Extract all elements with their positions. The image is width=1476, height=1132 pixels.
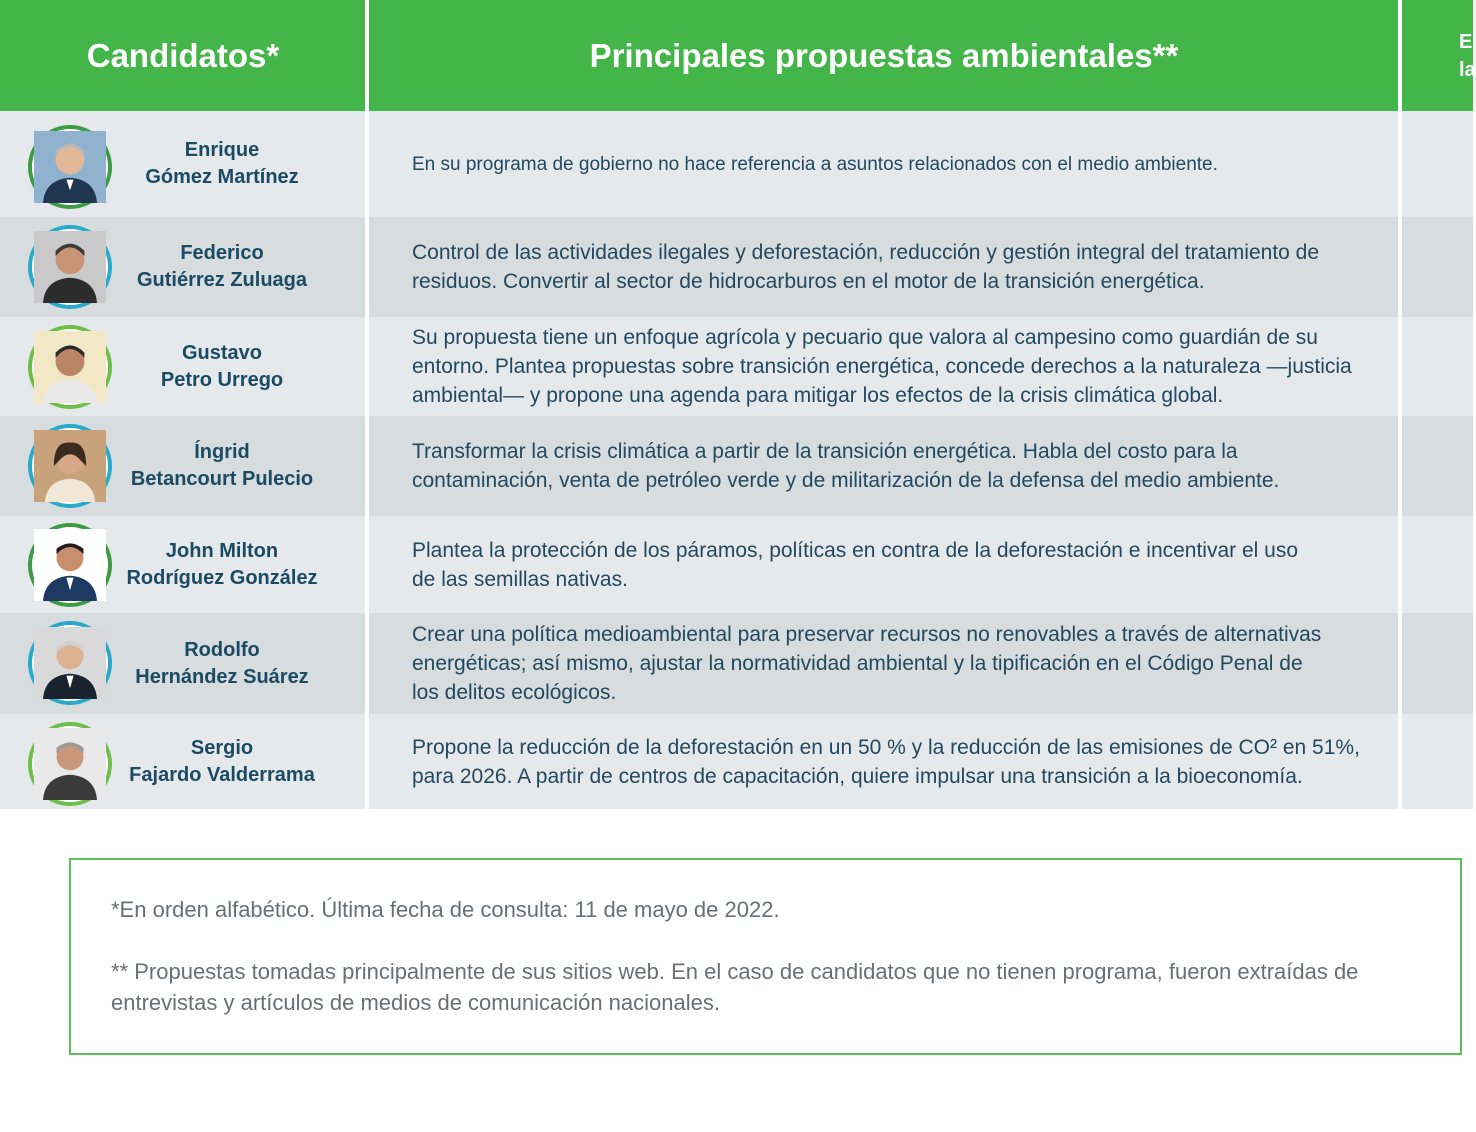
column-divider <box>1398 0 1402 810</box>
candidate-name <box>112 516 332 613</box>
candidate-first-line: Sergio <box>190 736 254 759</box>
candidate-photo-avatar <box>28 225 112 309</box>
table-row <box>0 516 1473 613</box>
candidate-proposal <box>412 516 1372 613</box>
proposal-text: Transformar la crisis climática a partir de la transición energética. Habla del costo para la contaminación, venta de petróleo verde y de militarización de la defensa del medio ambiente. <box>412 440 1280 492</box>
proposal-text: Control de las actividades ilegales y deforestación, reducción y gestión integral del tratamiento de residuos. Convertir al sector de hidrocarburos en el motor de la transición energética. <box>412 241 1320 293</box>
candidate-photo-avatar <box>28 722 112 806</box>
candidate-second-line: Rodríguez González <box>126 566 318 589</box>
candidate-name <box>112 217 332 317</box>
candidate-first-line: Federico <box>180 242 264 264</box>
table-row <box>0 317 1473 416</box>
proposal-text: Propone la reducción de la deforestación en un 50 % y la reducción de las emisiones de CO² en 51%, para 2026. A partir de centros de capacitación, quiere impulsar una transición a la bioeconomía. <box>412 735 1360 788</box>
candidate-first-line: Gustavo <box>181 341 263 364</box>
header-third-line1: E <box>1459 30 1473 53</box>
table-row <box>0 714 1473 809</box>
header-third-column <box>1403 0 1476 111</box>
candidate-first-line: John Milton <box>165 539 279 562</box>
candidate-proposal <box>412 111 1372 217</box>
candidate-proposal <box>412 217 1372 317</box>
candidate-name <box>112 613 332 714</box>
candidate-proposal <box>412 714 1372 809</box>
candidates-table <box>0 111 1473 809</box>
header-third-line2: la <box>1459 58 1476 81</box>
candidate-second-line: Betancourt Pulecio <box>130 468 314 490</box>
candidate-first-line: Íngrid <box>194 441 250 463</box>
candidate-photo-avatar <box>28 125 112 209</box>
proposal-text: Crear una política medioambiental para preservar recursos no renovables a través de alternativas energéticas; así mismo, ajustar la normatividad ambiental y la tipificación en el Código Penal de los delitos ecológicos. <box>412 623 1322 704</box>
column-divider <box>365 0 369 810</box>
footnotes-box <box>69 858 1462 1055</box>
candidate-second-line: Hernández Suárez <box>135 665 309 688</box>
footnote-sources: ** Propuestas tomadas principalmente de sus sitios web. En el caso de candidatos que no tienen programa, fueron extraídas de entrevistas y artículos de medios de comunicación nacionales. <box>111 959 1359 1015</box>
proposal-text: Plantea la protección de los páramos, políticas en contra de la deforestación e incentivar el uso de las semillas nativas. <box>412 538 1299 591</box>
table-header <box>0 0 1476 111</box>
candidate-proposal <box>412 416 1372 516</box>
proposal-text: En su programa de gobierno no hace referencia a asuntos relacionados con el medio ambiente. <box>412 153 1218 175</box>
candidate-name <box>112 714 332 809</box>
candidate-photo-avatar <box>28 424 112 508</box>
candidate-second-line: Fajardo Valderrama <box>129 763 315 786</box>
table-row <box>0 613 1473 714</box>
table-row <box>0 416 1473 516</box>
candidate-second-line: Petro Urrego <box>160 368 284 391</box>
candidate-name <box>112 416 332 516</box>
proposal-text: Su propuesta tiene un enfoque agrícola y pecuario que valora al campesino como guardián de su entorno. Plantea propuestas sobre transición energética, concede derechos a la naturaleza —justicia ambiental— y propone una agenda para mitigar los efectos de la crisis climática global. <box>412 326 1352 407</box>
header-candidates: Candidatos* <box>86 36 280 74</box>
candidate-name <box>112 111 332 217</box>
candidate-photo-avatar <box>28 621 112 705</box>
candidate-first-line: Rodolfo <box>184 638 260 661</box>
table-row <box>0 217 1473 317</box>
candidate-first-line: Enrique <box>184 139 260 161</box>
candidate-second-line: Gutiérrez Zuluaga <box>136 269 308 291</box>
candidate-second-line: Gómez Martínez <box>145 166 299 188</box>
candidate-proposal <box>412 317 1372 416</box>
candidate-photo-avatar <box>28 325 112 409</box>
header-proposals: Principales propuestas ambientales** <box>589 36 1179 74</box>
table-row <box>0 111 1473 217</box>
candidate-proposal <box>412 613 1372 714</box>
footnote-alphabetical: *En orden alfabético. Última fecha de consulta: 11 de mayo de 2022. <box>111 897 780 922</box>
candidate-name <box>112 317 332 416</box>
candidate-photo-avatar <box>28 523 112 607</box>
